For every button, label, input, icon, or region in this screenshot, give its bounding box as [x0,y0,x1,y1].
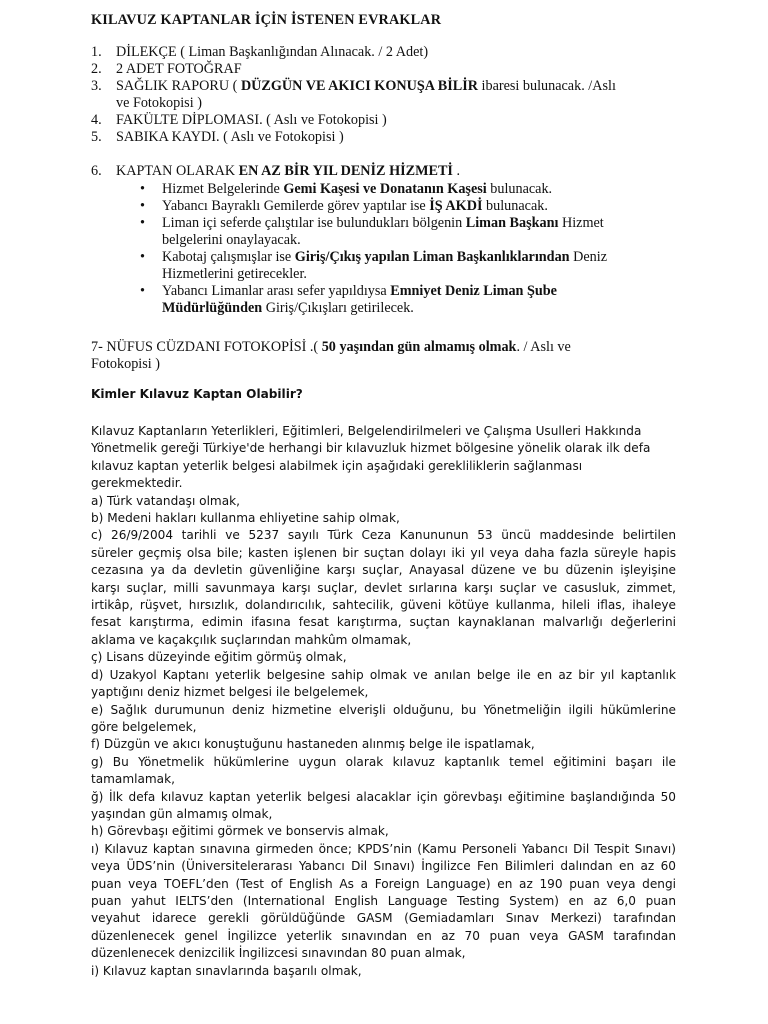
list-number: 3. [91,78,102,94]
body-line: fesat karıştırma, edimin ifasına fesat karıştırma, suçtan kaynaklanan malvarlığı değerlerini [91,615,676,630]
body-line: veya ÜDS’nin (Üniversitelerarası Yabancı Dil Sınavı) İngilizce Fen Bilimleri dalından en az 60 [91,859,676,874]
bullet-text: Hizmetlerini getirecekler. [162,266,307,282]
body-line: f) Düzgün ve akıcı konuştuğunu hastaneden alınmış belge ile ispatlamak, [91,737,535,752]
list-text: ibaresi bulunacak. /Aslı [477,78,616,94]
body-line: aklama ve kaçakçılık suçlarından mahkûm olmamak, [91,632,412,647]
body-line: e) Sağlık durumunun deniz hizmetine elverişli olduğunu, bu Yönetmeliğin ilgili hükümlerine [91,702,676,717]
id-copy-item [91,339,651,373]
body-line: gerekmektedir. [91,476,183,491]
item7-text: Fotokopisi ) [91,356,160,372]
list-number: 2. [91,61,102,77]
body-line: a) Türk vatandaşı olmak, [91,493,240,508]
list-text-bold: DÜZGÜN VE AKICI KONUŞA BİLİR [240,78,478,94]
body-line: ç) Lisans düzeyinde eğitim görmüş olmak, [91,650,347,665]
list-number: 6. [91,163,102,179]
bullet-text-bold: İŞ AKDİ [429,198,483,214]
item7-text-bold: 50 yaşından gün almamış olmak [321,339,517,355]
body-line: Yönetmelik gereği Türkiye'de herhangi bir kılavuzluk hizmet bölgesine yönelik olarak ilk defa [91,441,651,456]
body-line: tamamlamak, [91,772,175,787]
body-line: c) 26/9/2004 tarihli ve 5237 sayılı Türk Ceza Kanununun 53 üncü maddesinde belirtilen [91,528,676,543]
list-number: 4. [91,112,102,128]
item7-text: 7- NÜFUS CÜZDANI FOTOKOPİSİ .( [91,339,322,355]
bullet-text: Yabancı Limanlar arası sefer yapıldıysa [162,283,391,299]
list-number: 1. [91,44,102,60]
list-text: ve Fotokopisi ) [116,95,202,111]
bullet-item [140,198,640,215]
body-line: b) Medeni hakları kullanma ehliyetine sahip olmak, [91,511,400,526]
body-line: düzenlenecek genel İngilizce yeterlik sınavından en az 70 puan veya GASM tarafından [91,928,676,943]
bullet-text: belgelerini onaylayacak. [162,232,301,248]
list-number: 5. [91,129,102,145]
body-line: puan veya TOEFL’den (Test of English As a Foreign Language) en az 190 puan veya dengi [91,876,676,891]
body-line: süreler geçmiş olsa bile; kasten işlenen bir suçtan dolayı iki yıl veya daha fazla süreyle hapis [91,545,676,560]
bullet-item [140,215,640,249]
body-line: ı) Kılavuz kaptan sınavına girmeden önce; KPDS’nin (Kamu Personeli Yabancı Dil Tespit Sınavı) [91,841,676,856]
list-text: 2 ADET FOTOĞRAF [116,61,242,77]
bullet-text-bold: Gemi Kaşesi ve Donatanın Kaşesi [283,181,487,197]
body-line: kılavuz kaptan yeterlik belgesi alabilmek için aşağıdaki gerekliliklerin sağlanması [91,458,583,473]
section-heading: Kimler Kılavuz Kaptan Olabilir? [91,387,303,401]
body-line: yaptığını deniz hizmet belgesi ile belgelemek, [91,685,369,700]
body-line: irtikâp, rüşvet, hırsızlık, dolandırıcılık, sahtecilik, güveni kötüye kullanma, hileli iflas, ihaleye [91,598,676,613]
list-item [91,78,691,112]
service-requirements-list [140,181,640,317]
bullet-text: Hizmet Belgelerinde [162,181,284,197]
bullet-text-bold: Liman Başkanı [465,215,559,231]
list-text: KAPTAN OLARAK [116,163,239,179]
bullet-text: bulunacak. [482,198,548,214]
body-line: h) Görevbaşı eğitimi görmek ve bonservis almak, [91,824,389,839]
list-text-bold: EN AZ BİR YIL DENİZ HİZMETİ [238,163,453,179]
body-line: g) Bu Yönetmelik hükümlerine uygun olarak kılavuz kaptanlık temel eğitimini başarı ile [91,754,676,769]
body-line: d) Uzakyol Kaptanı yeterlik belgesine sahip olmak ve anılan belge ile en az bir yıl kaptanlık [91,667,676,682]
body-line: puan yahut IELTS’den (International English Language Testing System) en az 6,0 puan [91,893,676,908]
bullet-text: Yabancı Bayraklı Gemilerde görev yaptılar ise [162,198,430,214]
bullet-text: Deniz [569,249,607,265]
list-text: SAĞLIK RAPORU ( [116,78,241,94]
required-documents-list [91,44,691,180]
section-body [91,423,676,980]
list-text: SABIKA KAYDI. ( Aslı ve Fotokopisi ) [116,129,344,145]
body-line: göre belgelemek, [91,719,197,734]
document-title: KILAVUZ KAPTANLAR İÇİN İSTENEN EVRAKLAR [91,12,442,28]
bullet-item [140,249,640,283]
bullet-text-bold: Müdürlüğünden [162,300,263,316]
bullet-text: Kabotaj çalışmışlar ise [162,249,295,265]
bullet-item [140,283,640,317]
list-item [91,129,691,146]
body-line: karşı suçlar, milli savunmaya karşı suçlar, devlet sırlarına karşı suçlar ve casusluk, zimmet, [91,580,676,595]
list-item [91,44,691,61]
bullet-text: Giriş/Çıkışları getirilecek. [262,300,414,316]
bullet-text-bold: Emniyet Deniz Liman Şube [390,283,557,299]
list-text: FAKÜLTE DİPLOMASI. ( Aslı ve Fotokopisi ) [116,112,387,128]
body-line: cezasına ya da devletin güvenliğine karşı suçlar, Anayasal düzene ve bu düzenin işleyişine [91,563,676,578]
list-text: . [452,163,461,179]
bullet-text-bold: Giriş/Çıkış yapılan Liman Başkanlıklarından [294,249,570,265]
list-item [91,61,691,78]
bullet-text: Hizmet [558,215,604,231]
body-line: i) Kılavuz kaptan sınavlarında başarılı olmak, [91,963,362,978]
bullet-text: bulunacak. [486,181,553,197]
body-line: Kılavuz Kaptanların Yeterlikleri, Eğitimleri, Belgelendirilmeleri ve Çalışma Usulleri Hakkında [91,424,642,438]
body-line: düzenlenecek denizcilik İngilizcesi sınavından 80 puan almak, [91,946,466,961]
body-line: ğ) İlk defa kılavuz kaptan yeterlik belgesi alacaklar için görevbaşı eğitimine başlandığında 50 [91,789,676,804]
body-line: veyahut idarece gerekli görüldüğünde GASM (Gemiadamları Sınav Merkezi) tarafından [91,911,676,926]
body-line: yaşından gün almamış olmak, [91,806,273,821]
list-item [91,163,691,180]
bullet-text: Liman içi seferde çalıştılar ise bulundukları bölgenin [162,215,466,231]
list-text: DİLEKÇE ( Liman Başkanlığından Alınacak. / 2 Adet) [116,44,429,60]
item7-text: . / Aslı ve [516,339,571,355]
bullet-item [140,181,640,198]
list-item [91,112,691,129]
